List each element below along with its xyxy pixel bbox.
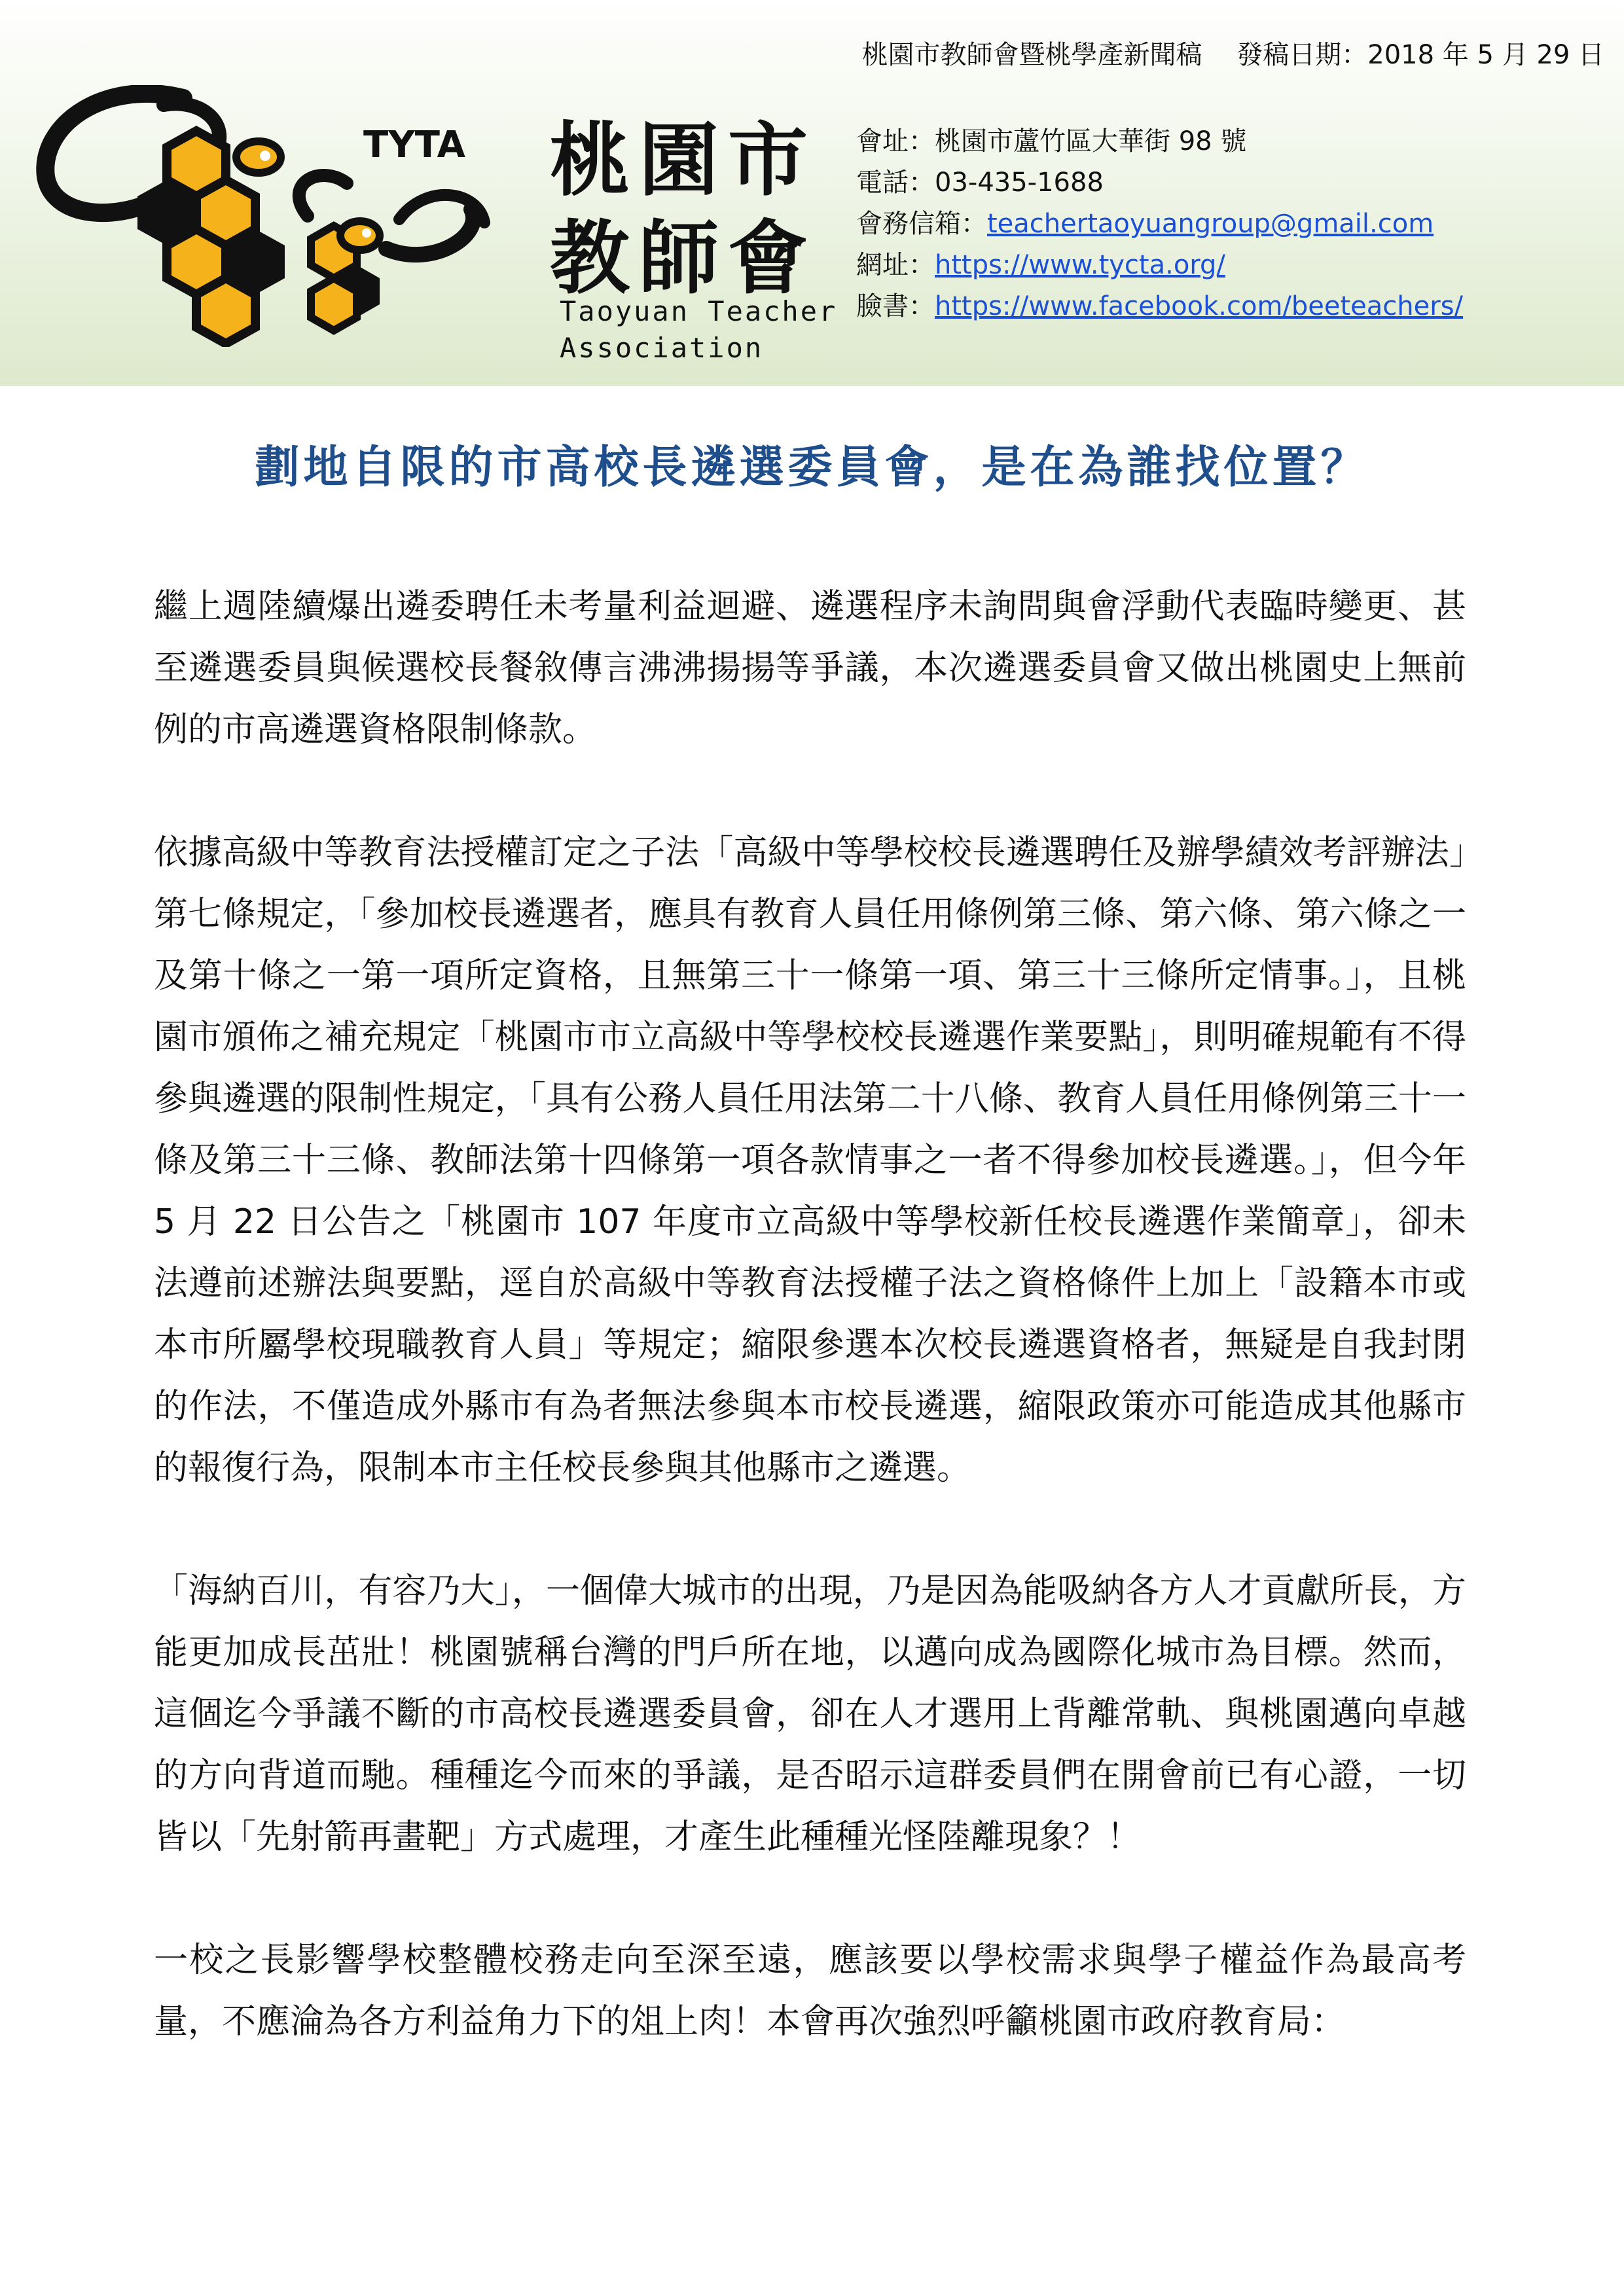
website-row bbox=[856, 245, 1463, 286]
paragraph-2: 依據高級中等教育法授權訂定之子法「高級中等學校校長遴選聘任及辦學績效考評辦法」第七條規定，「參加校長遴選者，應具有教育人員任用條例第三條、第六條、第六條之一及第十條之一第一項所定資格，且無第三十一條第一項、第三十三條所定情事。」，且桃園市頒佈之補充規定「桃園市市立高級中等學校校長遴選作業要點」，則明確規範有不得參與遴選的限制性規定，「具有公務人員任用法第二十八條、教育人員任用條例第三十一條及第三十三條、教師法第十四條第一項各款情事之一者不得參加校長遴選。」，但今年 5 月 22 日公告之「桃園市 107 年度市立高級中等學校新任校長遴選作業簡章」，卻未法遵前述辦法與要點，逕自於高級中等教育法授權子法之資格條件上加上「設籍本市或本市所屬學校現職教育人員」等規定；縮限參選本次校長遴選資格者，無疑是自我封閉的作法，不僅造成外縣市有為者無法參與本市校長遴選，縮限政策亦可能造成其他縣市的報復行為，限制本市主任校長參與其他縣市之遴選。 bbox=[154, 833, 1466, 1488]
organization-name bbox=[550, 111, 817, 308]
article-title: 劃地自限的市高校長遴選委員會，是在為誰找位置？ bbox=[255, 441, 1369, 493]
email-row bbox=[856, 204, 1463, 245]
phone: 電話：03-435-1688 bbox=[856, 168, 1104, 198]
logo-text: TYTA bbox=[363, 124, 465, 166]
contact-info bbox=[856, 121, 1463, 327]
facebook-link[interactable]: https://www.facebook.com/beeteachers/ bbox=[935, 291, 1464, 321]
org-name-line2: 教師會 bbox=[550, 212, 817, 305]
release-date: 發稿日期：2018 年 5 月 29 日 bbox=[1236, 40, 1604, 70]
article-body bbox=[154, 576, 1466, 2114]
org-en-line1: Taoyuan Teacher bbox=[560, 295, 838, 327]
org-en-line2: Association bbox=[560, 332, 764, 364]
press-release-line bbox=[836, 34, 1604, 71]
website-label: 網址： bbox=[856, 250, 935, 280]
email-label: 會務信箱： bbox=[856, 209, 987, 239]
press-line: 桃園市教師會暨桃學產新聞稿 bbox=[861, 40, 1202, 70]
org-name-line1: 桃園市 bbox=[550, 114, 817, 207]
paragraph-3: 「海納百川，有容乃大」，一個偉大城市的出現，乃是因為能吸納各方人才貢獻所長，方能更加成長茁壯！桃園號稱台灣的門戶所在地，以邁向成為國際化城市為目標。然而，這個迄今爭議不斷的市高校長遴選委員會，卻在人才選用上背離常軌、與桃園邁向卓越的方向背道而馳。種種迄今而來的爭議，是否昭示這群委員們在開會前已有心證，一切皆以「先射箭再畫靶」方式處理，才產生此種種光怪陸離現象？！ bbox=[154, 1571, 1466, 1857]
website-link[interactable]: https://www.tycta.org/ bbox=[935, 250, 1225, 280]
paragraph-1: 繼上週陸續爆出遴委聘任未考量利益迴避、遴選程序未詢問與會浮動代表臨時變更、甚至遴選委員與候選校長餐敘傳言沸沸揚揚等爭議，本次遴選委員會又做出桃園史上無前例的市高遴選資格限制條款。 bbox=[154, 587, 1466, 749]
organization-english-name bbox=[560, 293, 837, 367]
paragraph-4: 一校之長影響學校整體校務走向至深至遠，應該要以學校需求與學子權益作為最高考量，不應淪為各方利益角力下的俎上肉！本會再次強烈呼籲桃園市政府教育局： bbox=[154, 1941, 1466, 2041]
bee-logo-icon bbox=[33, 85, 530, 347]
facebook-label: 臉書： bbox=[856, 291, 935, 321]
facebook-row bbox=[856, 286, 1463, 327]
email-link[interactable]: teachertaoyuangroup@gmail.com bbox=[987, 209, 1434, 239]
address: 會址：桃園市蘆竹區大華街 98 號 bbox=[856, 126, 1247, 156]
letterhead bbox=[0, 0, 1624, 386]
